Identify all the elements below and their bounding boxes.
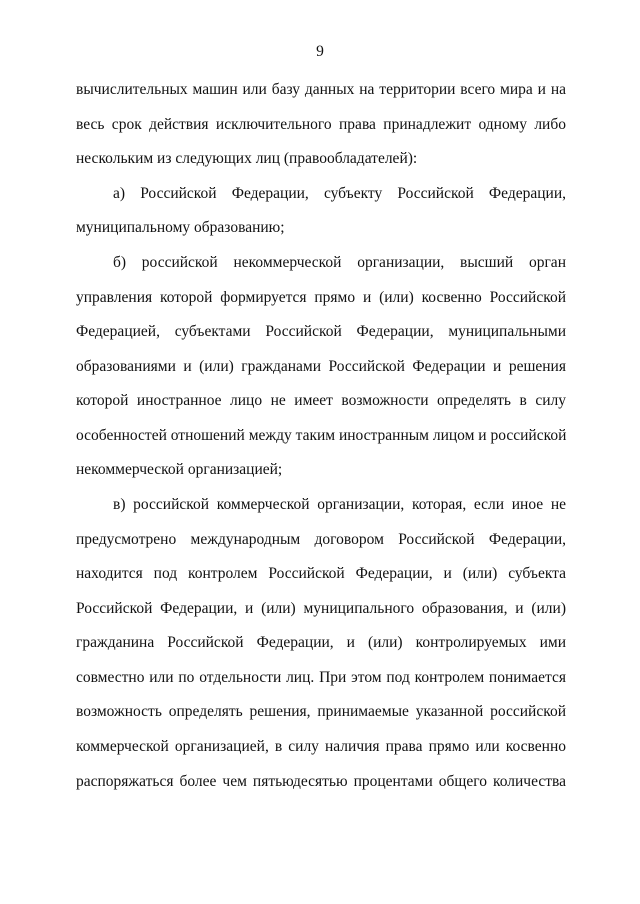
text-line: которой иностранное лицо не имеет возможности определять в силу <box>76 392 566 409</box>
text-line: находится под контролем Российской Федерации, и (или) субъекта <box>76 565 566 582</box>
text-line: вычислительных машин или базу данных на территории всего мира и на <box>76 81 566 98</box>
text-line: Федерацией, субъектами Российской Федерации, муниципальными <box>76 323 566 340</box>
text-line: управления которой формируется прямо и (или) косвенно Российской <box>76 289 566 306</box>
text-line: совместно или по отдельности лиц. При этом под контролем понимается <box>76 669 566 686</box>
page-number: 9 <box>316 43 324 60</box>
text-line: некоммерческой организацией; <box>76 461 283 478</box>
text-line: коммерческой организацией, в силу наличия права прямо или косвенно <box>76 738 566 755</box>
text-line: особенностей отношений между таким иностранным лицом и российской <box>76 427 567 444</box>
text-line: возможность определять решения, принимаемые указанной российской <box>76 703 566 720</box>
text-line: гражданина Российской Федерации, и (или) контролируемых ими <box>76 634 566 651</box>
text-line: Российской Федерации, и (или) муниципального образования, и (или) <box>76 600 566 617</box>
text-line: образованиями и (или) гражданами Российской Федерации и решения <box>76 358 566 375</box>
text-line: весь срок действия исключительного права принадлежит одному либо <box>76 116 566 133</box>
paragraph-b-first-line: б) российской некоммерческой организации, высший орган <box>113 254 566 271</box>
paragraph-c-first-line: в) российской коммерческой организации, которая, если иное не <box>113 496 566 513</box>
text-line: нескольким из следующих лиц (правообладателей): <box>76 150 418 167</box>
text-line: муниципальному образованию; <box>76 219 285 236</box>
paragraph-a-first-line: а) Российской Федерации, субъекту Российской Федерации, <box>113 185 566 202</box>
text-line: предусмотрено международным договором Российской Федерации, <box>76 531 566 548</box>
text-line: распоряжаться более чем пятьюдесятью процентами общего количества <box>76 773 566 790</box>
